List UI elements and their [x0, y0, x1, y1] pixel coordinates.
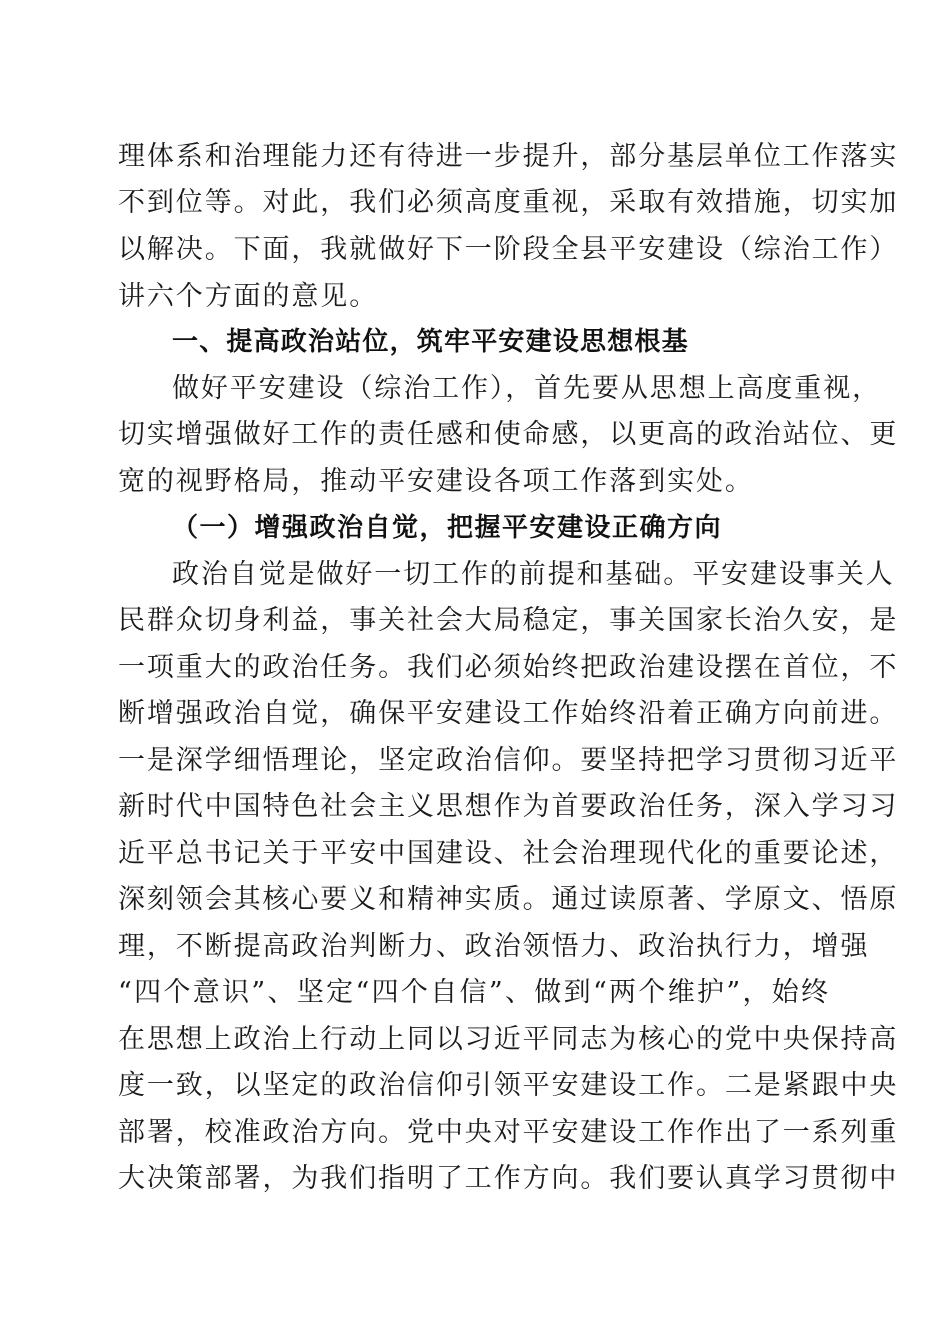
body-text-line: 度一致，以坚定的政治信仰引领平安建设工作。二是紧跟中央	[118, 1070, 899, 1101]
body-text-line: 做好平安建设（综治工作），首先要从思想上高度重视，	[172, 373, 881, 404]
body-text-line: 理体系和治理能力还有待进一步提升，部分基层单位工作落实	[118, 141, 899, 172]
body-text-line: 新时代中国特色社会主义思想作为首要政治任务，深入学习习	[118, 791, 899, 822]
body-text-line: 以解决。下面，我就做好下一阶段全县平安建设（综治工作）	[118, 234, 899, 265]
body-text-line: 理，不断提高政治判断力、政治领悟力、政治执行力，增强	[118, 931, 870, 962]
body-text-line: 不到位等。对此，我们必须高度重视，采取有效措施，切实加	[118, 187, 899, 218]
body-text-line: 切实增强做好工作的责任感和使命感，以更高的政治站位、更	[118, 419, 899, 450]
body-text-line: 近平总书记关于平安中国建设、社会治理现代化的重要论述，	[118, 838, 899, 869]
body-text-line: 民群众切身利益，事关社会大局稳定，事关国家长治久安，是	[118, 605, 899, 636]
body-text-line: 断增强政治自觉，确保平安建设工作始终沿着正确方向前进。	[118, 698, 899, 729]
body-text-line: 部署，校准政治方向。党中央对平安建设工作作出了一系列重	[118, 1117, 899, 1148]
subsection-heading: （一）增强政治自觉，把握平安建设正确方向	[172, 513, 723, 543]
body-text-line: 大决策部署，为我们指明了工作方向。我们要认真学习贯彻中	[118, 1163, 899, 1194]
body-text-line: “四个意识”、坚定“四个自信”、做到“两个维护”，始终	[118, 977, 830, 1008]
body-text-line: 深刻领会其核心要义和精神实质。通过读原著、学原文、悟原	[118, 884, 899, 915]
body-text-line: 政治自觉是做好一切工作的前提和基础。平安建设事关人	[172, 559, 895, 590]
body-text-line: 一是深学细悟理论，坚定政治信仰。要坚持把学习贯彻习近平	[118, 745, 899, 776]
body-text-line: 在思想上政治上行动上同以习近平同志为核心的党中央保持高	[118, 1024, 899, 1055]
body-text-line: 宽的视野格局，推动平安建设各项工作落到实处。	[118, 466, 754, 497]
body-text-line: 一项重大的政治任务。我们必须始终把政治建设摆在首位，不	[118, 652, 899, 683]
body-text-line: 讲六个方面的意见。	[118, 281, 379, 312]
section-heading: 一、提高政治站位，筑牢平安建设思想根基	[172, 327, 689, 357]
